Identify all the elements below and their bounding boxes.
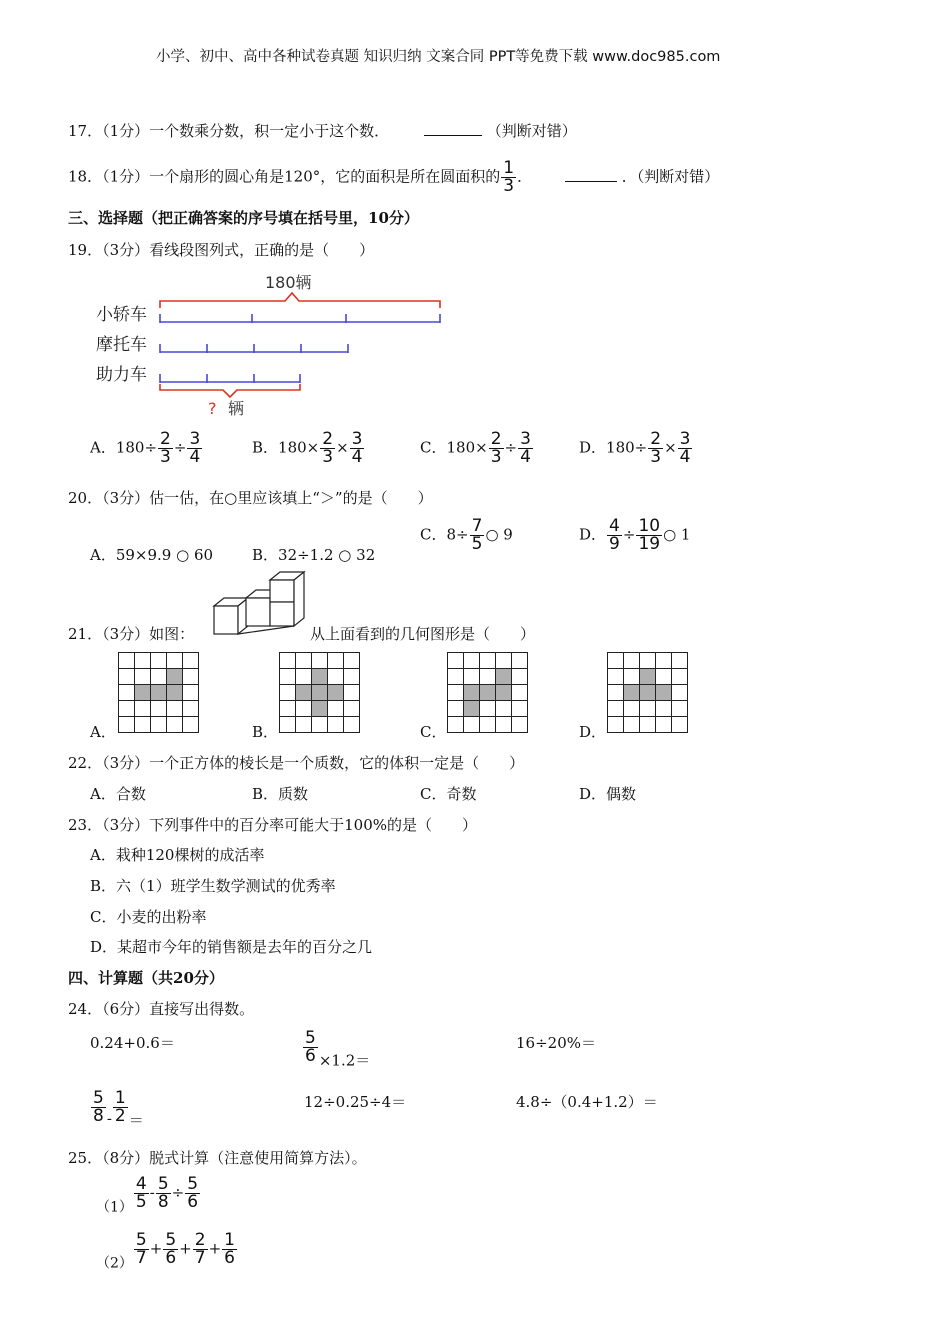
- q24-expr-1: 0.24+0.6＝: [90, 1034, 175, 1052]
- q23-option-d[interactable]: D．某超市今年的销售额是去年的百分之几: [90, 938, 373, 956]
- q-text-a: 如图：: [149, 625, 195, 643]
- q-tail: （判断对错）: [486, 122, 577, 140]
- q21-option-b-grid[interactable]: [279, 652, 360, 733]
- q-score: （1分）: [102, 122, 150, 140]
- q-text: 看线段图列式，正确的是（ ）: [149, 241, 375, 259]
- q21-option-a-label[interactable]: A．: [90, 723, 116, 741]
- q-text: 下列事件中的百分率可能大于100%的是（ ）: [149, 816, 478, 834]
- q21-option-a-grid[interactable]: [118, 652, 199, 733]
- unknown-mark: ?: [208, 399, 217, 418]
- cube-figure: [212, 570, 310, 638]
- q23-option-c[interactable]: C．小麦的出粉率: [90, 908, 207, 926]
- section-title-3: 三、选择题（把正确答案的序号填在括号里，10分）: [68, 209, 419, 227]
- motorcycle-segment: [160, 344, 348, 353]
- row-label-moped: 助力车: [96, 365, 147, 385]
- q21-option-d-label[interactable]: D．: [579, 723, 607, 741]
- q19-option-a[interactable]: A．180÷ $\frac{2}{3}$ ÷ $\frac{3}{4}$: [90, 429, 201, 467]
- q20-option-d[interactable]: D． $\frac{4}{9}$ ÷ $\frac{10}{19}$ ○ 1: [579, 516, 691, 554]
- q21-option-c-label[interactable]: C．: [420, 723, 447, 741]
- bottom-brace: [160, 384, 300, 397]
- q23-option-b[interactable]: B．六（1）班学生数学测试的优秀率: [90, 877, 336, 895]
- q-number: 24．: [68, 1000, 103, 1018]
- question-20: [68, 487, 433, 508]
- section-title-4: 四、计算题（共20分）: [68, 969, 224, 987]
- q20-option-a[interactable]: A．59×9.9 ○ 60: [90, 546, 214, 564]
- q21-option-d-grid[interactable]: [607, 652, 688, 733]
- question-18: [68, 160, 719, 195]
- q24-expr-3: 16÷20%＝: [516, 1034, 596, 1052]
- q20-option-b[interactable]: B．32÷1.2 ○ 32: [252, 546, 376, 564]
- q-number: 25．: [68, 1149, 103, 1167]
- q-number: 18．: [68, 167, 103, 186]
- question-19: [68, 239, 374, 260]
- q-number: 19．: [68, 241, 103, 259]
- answer-blank[interactable]: [424, 123, 482, 136]
- q-number: 20．: [68, 489, 103, 507]
- q22-option-d[interactable]: D．偶数: [579, 785, 637, 803]
- question-17: [68, 120, 577, 141]
- q22-option-c[interactable]: C．奇数: [420, 785, 477, 803]
- q-score: （1分）: [102, 167, 150, 186]
- row-label-motorcycle: 摩托车: [96, 335, 147, 355]
- q-score: （3分）: [102, 489, 150, 507]
- q25-part-2: （2） $\frac{5}{7}$ + $\frac{5}{6}$ + $\frac{2}{7}$ + $\frac{1}{6}$: [96, 1230, 235, 1272]
- q-text: 一个扇形的圆心角是120°，它的面积是所在圆面积的: [149, 167, 501, 186]
- total-label: 180辆: [265, 273, 312, 292]
- q-number: 17．: [68, 122, 103, 140]
- q19-option-c[interactable]: C．180× $\frac{2}{3}$ ÷ $\frac{3}{4}$: [420, 429, 531, 467]
- car-segment: [160, 314, 440, 323]
- q24-expr-2: $\frac{5}{6}$ ×1.2＝: [305, 1028, 371, 1070]
- q-score: （3分）: [102, 625, 150, 643]
- question-22: [68, 752, 524, 773]
- q21-option-c-grid[interactable]: [447, 652, 528, 733]
- q21-text: 从上面看到的几何图形是（ ）: [310, 625, 536, 643]
- top-brace: [160, 293, 440, 308]
- segment-diagram: [90, 266, 450, 424]
- question-25: [68, 1147, 367, 1168]
- page-header: 小学、初中、高中各种试卷真题 知识归纳 文案合同 PPT等免费下载 www.doc985.com: [156, 49, 721, 65]
- q-number: 23．: [68, 816, 103, 834]
- q-text: 估一估，在○里应该填上“＞”的是（ ）: [149, 489, 433, 507]
- question-24: [68, 998, 254, 1019]
- moped-segment: [160, 374, 300, 383]
- q-score: （6分）: [102, 1000, 150, 1018]
- fraction: $\frac{1}{3}$: [503, 158, 515, 196]
- q-text: 一个数乘分数，积一定小于这个数．: [149, 122, 390, 140]
- q23-option-a[interactable]: A．栽种120棵树的成活率: [90, 846, 265, 864]
- q-text: 直接写出得数。: [149, 1000, 255, 1018]
- q19-option-d[interactable]: D．180÷ $\frac{2}{3}$ × $\frac{3}{4}$: [579, 429, 691, 467]
- q19-option-b[interactable]: B．180× $\frac{2}{3}$ × $\frac{3}{4}$: [252, 429, 363, 467]
- q-score: （3分）: [102, 754, 150, 772]
- q21-option-b-label[interactable]: B．: [252, 723, 279, 741]
- row-label-car: 小轿车: [96, 305, 147, 325]
- q22-option-b[interactable]: B．质数: [252, 785, 309, 803]
- q-text: 脱式计算（注意使用简算方法）。: [149, 1149, 367, 1167]
- q24-expr-6: 4.8÷（0.4+1.2）＝: [516, 1093, 658, 1111]
- answer-blank[interactable]: [565, 169, 617, 182]
- q-mid: ．: [517, 167, 533, 186]
- q24-expr-5: 12÷0.25÷4＝: [304, 1093, 407, 1111]
- q-score: （8分）: [102, 1149, 150, 1167]
- q-score: （3分）: [102, 241, 150, 259]
- question-21: [68, 623, 194, 644]
- q20-option-c[interactable]: C．8÷ $\frac{7}{5}$ ○ 9: [420, 516, 513, 554]
- q25-part-1: （1） $\frac{4}{5}$ - $\frac{5}{8}$ ÷ $\frac{5}{6}$: [96, 1174, 199, 1216]
- q-number: 22．: [68, 754, 103, 772]
- q24-expr-4: $\frac{5}{8}$ - $\frac{1}{2}$ ＝: [93, 1088, 144, 1130]
- q-number: 21．: [68, 625, 103, 643]
- q-score: （3分）: [102, 816, 150, 834]
- q-text: 一个正方体的棱长是一个质数，它的体积一定是（ ）: [149, 754, 525, 772]
- unknown-unit: 辆: [228, 399, 245, 418]
- q22-option-a[interactable]: A．合数: [90, 785, 146, 803]
- q-tail: ．（判断对错）: [621, 167, 720, 186]
- question-23: [68, 814, 477, 835]
